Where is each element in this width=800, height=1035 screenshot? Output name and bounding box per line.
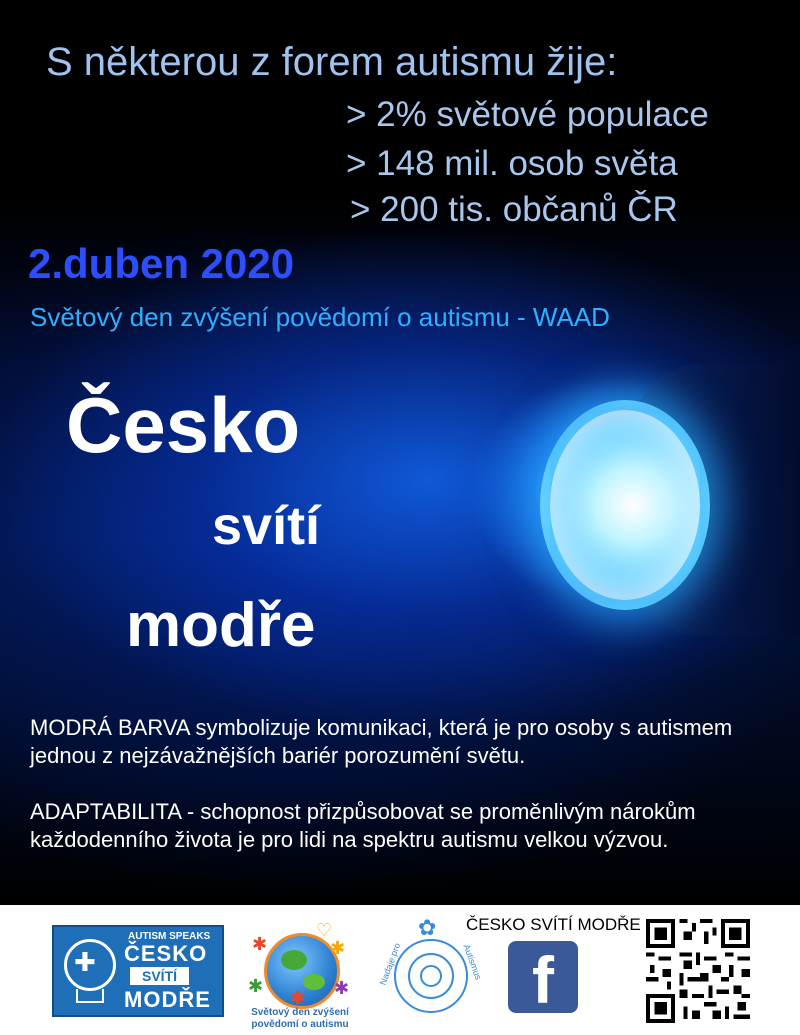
flashlight-lens (540, 400, 710, 610)
facebook-icon[interactable] (508, 941, 578, 1017)
slogan-line-1: Česko (66, 381, 301, 469)
logo-footer (0, 905, 800, 1035)
heart-icon: ♡ (316, 920, 333, 940)
nadaje-pro-autismus-logo[interactable] (376, 915, 486, 1029)
headline: S některou z forem autismu žije: (46, 40, 618, 84)
facebook-page-title: ČESKO SVÍTÍ MODŘE (466, 915, 641, 934)
event-name: Světový den zvýšení povědomí o autismu - WAAD (30, 302, 610, 332)
paragraph-blue-color: MODRÁ BARVA symbolizuje komunikaci, která je pro osoby s autismem jednou z nejzávažnějších bariér porozumění světu. (30, 715, 733, 768)
logo-text-sviti: SVÍTÍ (130, 967, 189, 985)
flower-icon: ✿ (418, 915, 437, 940)
person-icon: ✱ (330, 938, 346, 958)
stat-world-percent: > 2% světové populace (346, 95, 709, 134)
autism-speaks-logo[interactable] (52, 925, 224, 1017)
continent-shape (303, 974, 325, 990)
facebook-f-glyph: f (532, 943, 554, 1017)
person-icon: ✱ (290, 988, 306, 1008)
person-icon: ✱ (252, 934, 268, 954)
earth-caption-line-1: Světový den zvýšení (251, 1007, 349, 1018)
earth-caption-line-2: povědomí o autismu (251, 1019, 349, 1030)
person-icon: ✱ (334, 978, 350, 998)
person-icon: ✱ (248, 976, 264, 996)
qr-code-icon[interactable] (646, 919, 750, 1023)
stat-world-people: > 148 mil. osob světa (346, 144, 678, 183)
logo-text-modre: MODŘE (124, 987, 211, 1012)
stat-czech-citizens: > 200 tis. občanů ČR (350, 190, 678, 229)
continent-shape (281, 950, 307, 970)
spiral-ring (420, 965, 442, 987)
flower-text-right: Autismus (461, 942, 484, 982)
event-date: 2.duben 2020 (28, 240, 295, 287)
slogan-line-3: modře (126, 591, 316, 660)
puzzle-piece-icon: ✚ (74, 947, 96, 977)
autism-speaks-label: AUTISM SPEAKS (128, 931, 211, 942)
earth-caption (230, 1007, 370, 1031)
flower-text-left: Nadaje pro (377, 941, 403, 987)
world-awareness-day-logo[interactable] (230, 919, 370, 1035)
logo-text-cesko: ČESKO (124, 941, 208, 966)
paragraph-adaptability: ADAPTABILITA - schopnost přizpůsobovat se proměnlivým nárokům každodenního života je pro lidi na spektru autismu velkou výzvou. (30, 799, 696, 852)
slogan-line-2: svítí (212, 496, 321, 556)
lightbulb-base (76, 989, 104, 1003)
